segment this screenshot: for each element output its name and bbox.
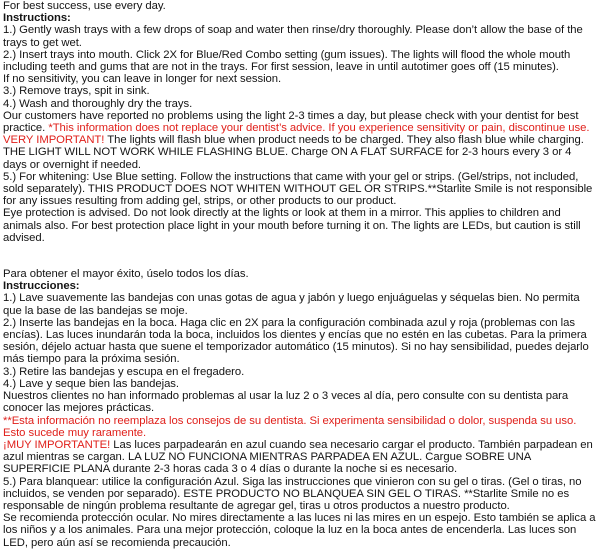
step-3-es: 3.) Retire las bandejas y escupa en el fregadero. bbox=[3, 365, 245, 378]
step-5: 5.) For whitening: Use Blue setting. Follow the instructions that came with your gel or strips. (Gel/strips, not included, sold separately). THIS PRODUCT DOES NOT WHITEN WITHOUT GEL OR STRIPS.**Starlite Smile is not responsible for any issues resulting from adding gel, strips, or other products to our product. bbox=[3, 170, 593, 208]
english-section bbox=[3, 0, 597, 244]
step-1-es: 1.) Lave suavemente las bandejas con unas gotas de agua y jabón y luego enjuáguelas y séquelas bien. No permita que la base de las bandejas se moje. bbox=[3, 292, 580, 317]
dentist-warning: *This information does not replace your dentist’s advice. If you experience sensitivity or pain, discontinue use. bbox=[48, 122, 590, 135]
step-2-es: 2.) Inserte las bandejas en la boca. Haga clic en 2X para la configuración combinada azul y roja (problemas con las encías). Las luces inundarán toda la boca, incluidos los dientes y encías que no estén en las cubetas. Para la primera sesión, déjelo actuar hasta que suene el temporizador automático (15 minutos). Si no hay sensibilidad, puedes dejarlo más tiempo para la próxima sesión. bbox=[3, 316, 589, 366]
customers-text: Our customers have reported no problems using the light 2-3 times a day, but please check with your dentist for best practice. bbox=[3, 109, 579, 135]
instructions-heading: Instructions: bbox=[3, 12, 71, 25]
step-4-es: 4.) Lave y seque bien las bandejas. bbox=[3, 377, 179, 390]
important-label: VERY IMPORTANT! bbox=[3, 134, 105, 147]
intro-text: For best success, use every day. bbox=[3, 0, 166, 12]
spanish-section bbox=[3, 268, 597, 549]
customers-note-es: Nuestros clientes no han informado problemas al usar la luz 2 o 3 veces al día, pero consulte con su dentista para conocer las mejores prácticas. bbox=[3, 390, 569, 415]
important-text: The lights will flash blue when product needs to be charged. They also flash blue while charging. THE LIGHT WILL NOT WORK WHILE FLASHING BLUE. Charge ON A FLAT SURFACE for 2-3 hours every 3 or 4 days or overnight if needed. bbox=[3, 134, 584, 171]
no-sensitivity-note: If no sensitivity, you can leave in longer for next session. bbox=[3, 73, 282, 86]
step-5-es: 5.) Para blanquear: utilice la configuración Azul. Siga las instrucciones que vinieron con su gel o tiras. (Gel o tiras, no incluidos, se venden por separado). ESTE PRODUCTO NO BLANQUEA SIN GEL O TIRAS. **Starlite Smile no es responsable de ningún problema resultante de agregar gel, tiras u otros productos a nuestro producto. bbox=[3, 475, 582, 512]
important-text-es: Las luces parpadearán en azul cuando sea necesario cargar el producto. También parpadean en azul mientras se cargan. LA LUZ NO FUNCIONA MIENTRAS PARPADEA EN AZUL. Cargue SOBRE UNA SUPERFICIE PLANA durante 2-3 horas cada 3 o 4 días o durante la noche si es necesario. bbox=[3, 438, 593, 476]
instructions-heading-es: Instrucciones: bbox=[3, 280, 80, 293]
eye-protection-note: Eye protection is advised. Do not look directly at the lights or look at them in a mirror. This applies to children and animals also. For best protection place light in your mouth before turning it on. The lights are LEDs, but caution is still advised. bbox=[3, 207, 581, 244]
eye-protection-note-es: Se recomienda protección ocular. No mires directamente a las luces ni las mires en un espejo. Esto también se aplica a los niños y a los animales. Para una mejor protección, coloque la luz en la boca antes de encenderla. Las luces son LED, pero aún así se recomienda precaución. bbox=[3, 512, 596, 549]
intro-text-es: Para obtener el mayor éxito, úselo todos los días. bbox=[3, 268, 249, 281]
important-note bbox=[3, 134, 597, 171]
step-3: 3.) Remove trays, spit in sink. bbox=[3, 85, 150, 98]
step-1: 1.) Gently wash trays with a few drops of soap and water then rinse/dry thoroughly. Please don’t allow the base of the trays to get wet. bbox=[3, 24, 583, 49]
important-note-es bbox=[3, 439, 597, 476]
dentist-warning-es: **Esta información no reemplaza los consejos de su dentista. Si experimenta sensibilidad o dolor, suspenda su uso. Esto sucede muy raramente. bbox=[3, 414, 577, 439]
step-2: 2.) Insert trays into mouth. Click 2X for Blue/Red Combo setting (gum issues). The lights will flood the whole mouth including teeth and gums that are not in the trays. For first session, leave in until autotimer goes off (15 minutes). bbox=[3, 48, 571, 74]
important-label-es: ¡MUY IMPORTANTE! bbox=[3, 438, 111, 451]
section-spacer bbox=[3, 244, 597, 268]
step-4: 4.) Wash and thoroughly dry the trays. bbox=[3, 97, 193, 110]
customers-note bbox=[3, 110, 597, 134]
